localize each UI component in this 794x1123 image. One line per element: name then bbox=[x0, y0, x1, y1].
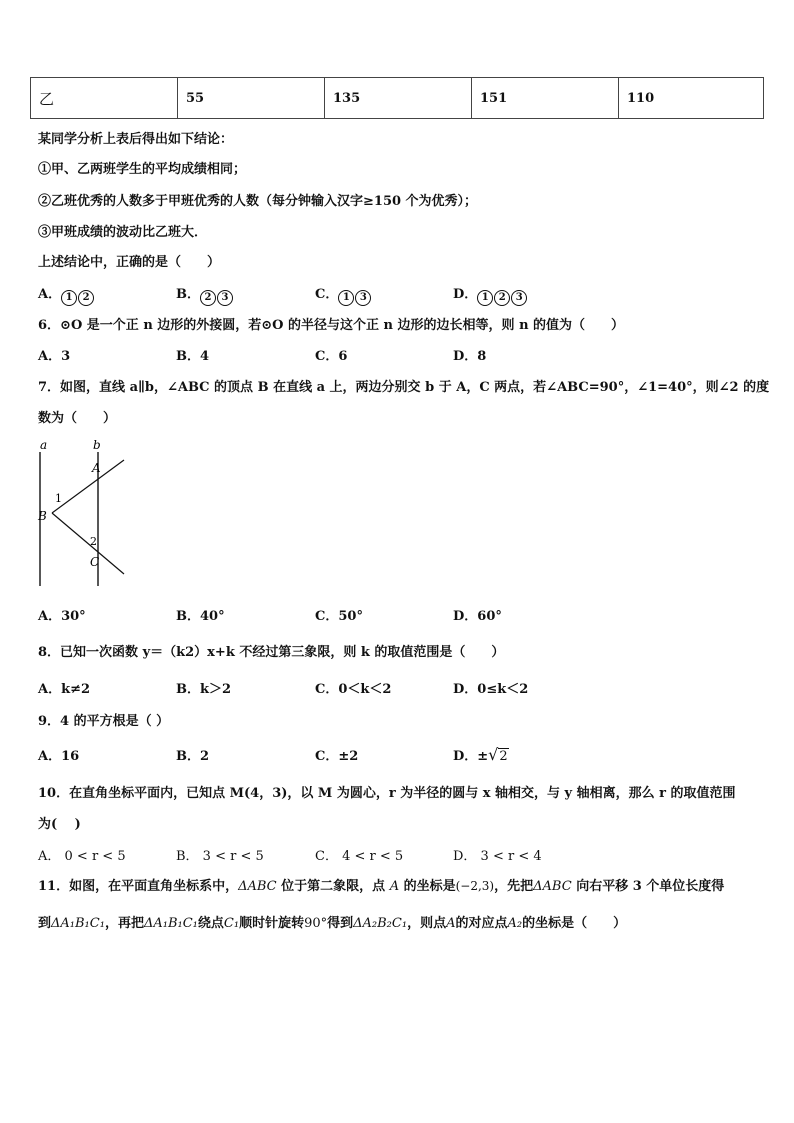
q11-text: 的坐标是（ ） bbox=[522, 916, 627, 931]
question-7-stem-line2: 数为（ ） bbox=[38, 411, 117, 426]
table-cell: 55 bbox=[178, 78, 325, 119]
q11-text: 11．如图，在平面直角坐标系中， bbox=[38, 879, 239, 894]
q7-option-b[interactable]: B．40° bbox=[176, 609, 225, 624]
table-cell: 151 bbox=[472, 78, 619, 119]
q8-option-a[interactable]: A．k≠2 bbox=[38, 682, 91, 697]
circled-number: 1 bbox=[477, 290, 493, 306]
label-angle-1: 1 bbox=[55, 492, 62, 505]
q5-option-c[interactable] bbox=[315, 283, 372, 306]
q11-text: 得到 bbox=[327, 916, 354, 931]
label-point-b: B bbox=[38, 509, 47, 523]
circled-number: 2 bbox=[200, 290, 216, 306]
conclusion-1: ①甲、乙两班学生的平均成绩相同； bbox=[38, 162, 247, 177]
conclusion-3: ③甲班成绩的波动比乙班大． bbox=[38, 225, 208, 240]
question-11-stem-line1 bbox=[38, 875, 724, 894]
option-label: C． bbox=[315, 287, 339, 302]
question-10-stem-line1: 10．在直角坐标平面内，已知点 M(4，3)，以 M 为圆心，r 为半径的圆与 x 轴相交，与 y 轴相离，那么 r 的取值范围 bbox=[38, 786, 736, 801]
circled-number: 2 bbox=[78, 290, 94, 306]
q6-option-c[interactable]: C．6 bbox=[315, 349, 348, 364]
sqrt-sign: √ bbox=[488, 745, 499, 764]
option-label: D．± bbox=[453, 749, 489, 764]
q11-text: 向右平移 3 个单位长度得 bbox=[571, 879, 725, 894]
q11-text: 顺时针旋转 bbox=[239, 916, 305, 931]
q6-option-b[interactable]: B．4 bbox=[176, 349, 210, 364]
table-cell: 110 bbox=[619, 78, 764, 119]
q6-option-a[interactable]: A．3 bbox=[38, 349, 71, 364]
q11-text: 位于第二象限，点 bbox=[276, 879, 390, 894]
q5-option-d[interactable] bbox=[453, 283, 528, 306]
table-cell-class: 乙 bbox=[31, 78, 178, 119]
conclusion-2: ②乙班优秀的人数多于甲班优秀的人数（每分钟输入汉字≥150 个为优秀）； bbox=[38, 194, 478, 209]
q11-math: ΔA₁B₁C₁ bbox=[51, 916, 105, 931]
q6-option-d[interactable]: D．8 bbox=[453, 349, 487, 364]
q11-math: A bbox=[389, 879, 400, 894]
table-cell: 135 bbox=[325, 78, 472, 119]
q7-option-a[interactable]: A．30° bbox=[38, 609, 86, 624]
q8-option-c[interactable]: C．0＜k＜2 bbox=[315, 682, 392, 697]
question-6-stem: 6．⊙O 是一个正 n 边形的外接圆，若⊙O 的半径与这个正 n 边形的边长相等，则 n 的值为（ ） bbox=[38, 318, 625, 333]
q11-text: 的坐标是 bbox=[399, 879, 456, 894]
question-7-stem-line1: 7．如图，直线 a∥b，∠ABC 的顶点 B 在直线 a 上，两边分别交 b 于 A，C 两点，若∠ABC=90°，∠1=40°，则∠2 的度 bbox=[38, 380, 770, 395]
q7-option-d[interactable]: D．60° bbox=[453, 609, 502, 624]
circled-number: 1 bbox=[338, 290, 354, 306]
q9-option-d[interactable] bbox=[453, 745, 509, 764]
q11-math: ΔA₂B₂C₁ bbox=[353, 916, 408, 931]
q11-text: 绕点 bbox=[197, 916, 224, 931]
q11-math: ΔABC bbox=[238, 879, 277, 894]
q11-text: ，再把 bbox=[104, 916, 144, 931]
geometry-figure bbox=[30, 436, 130, 588]
q11-math: A₂ bbox=[507, 916, 523, 931]
question-11-stem-line2 bbox=[38, 912, 626, 931]
label-angle-2: 2 bbox=[90, 535, 97, 548]
question-5-stem: 上述结论中，正确的是（ ） bbox=[38, 255, 221, 270]
label-point-c: C bbox=[90, 555, 100, 569]
circled-number: 1 bbox=[61, 290, 77, 306]
q10-option-a[interactable]: A． 0 < r < 5 bbox=[38, 849, 126, 864]
q10-option-d[interactable]: D． 3 < r < 4 bbox=[453, 849, 542, 864]
option-label: B． bbox=[176, 287, 200, 302]
q11-math: C₁ bbox=[223, 916, 240, 931]
q11-math: (−2,3) bbox=[455, 879, 495, 893]
label-b: b bbox=[93, 438, 101, 452]
q9-option-c[interactable]: C．±2 bbox=[315, 749, 359, 764]
q5-option-b[interactable] bbox=[176, 283, 234, 306]
circled-number: 2 bbox=[494, 290, 510, 306]
table-row bbox=[31, 78, 764, 119]
question-10-stem-line2: 为( ) bbox=[38, 817, 81, 832]
q11-math: ΔA₁B₁C₁ bbox=[143, 916, 198, 931]
q8-option-b[interactable]: B．k＞2 bbox=[176, 682, 232, 697]
q8-option-d[interactable]: D．0≤k＜2 bbox=[453, 682, 529, 697]
q7-option-c[interactable]: C．50° bbox=[315, 609, 363, 624]
q11-math: A bbox=[446, 916, 456, 931]
option-label: D． bbox=[453, 287, 478, 302]
circled-number: 3 bbox=[217, 290, 233, 306]
circled-number: 3 bbox=[511, 290, 527, 306]
q9-option-a[interactable]: A．16 bbox=[38, 749, 80, 764]
q11-text: 的对应点 bbox=[455, 916, 508, 931]
q10-option-b[interactable]: B． 3 < r < 5 bbox=[176, 849, 264, 864]
sqrt-radicand: 2 bbox=[499, 749, 508, 764]
score-table bbox=[30, 77, 764, 119]
q10-option-c[interactable]: C． 4 < r < 5 bbox=[315, 849, 404, 864]
q11-text: ，则点 bbox=[407, 916, 447, 931]
q5-option-a[interactable] bbox=[38, 283, 95, 306]
option-label: A． bbox=[38, 287, 62, 302]
q11-math: ΔABC bbox=[533, 879, 572, 894]
q11-text: 到 bbox=[38, 916, 52, 931]
circled-number: 3 bbox=[355, 290, 371, 306]
ray-ba bbox=[52, 460, 124, 513]
label-point-a: A bbox=[92, 461, 101, 475]
label-a: a bbox=[40, 438, 48, 452]
intro-text: 某同学分析上表后得出如下结论： bbox=[38, 132, 234, 147]
q9-option-b[interactable]: B．2 bbox=[176, 749, 210, 764]
q11-text: ，先把 bbox=[494, 879, 534, 894]
question-8-stem: 8．已知一次函数 y＝（k2）x+k 不经过第三象限，则 k 的取值范围是（ ） bbox=[38, 645, 505, 660]
q11-math: 90° bbox=[304, 916, 328, 931]
question-9-stem: 9．4 的平方根是（ ） bbox=[38, 714, 170, 729]
ray-bc bbox=[52, 513, 124, 574]
